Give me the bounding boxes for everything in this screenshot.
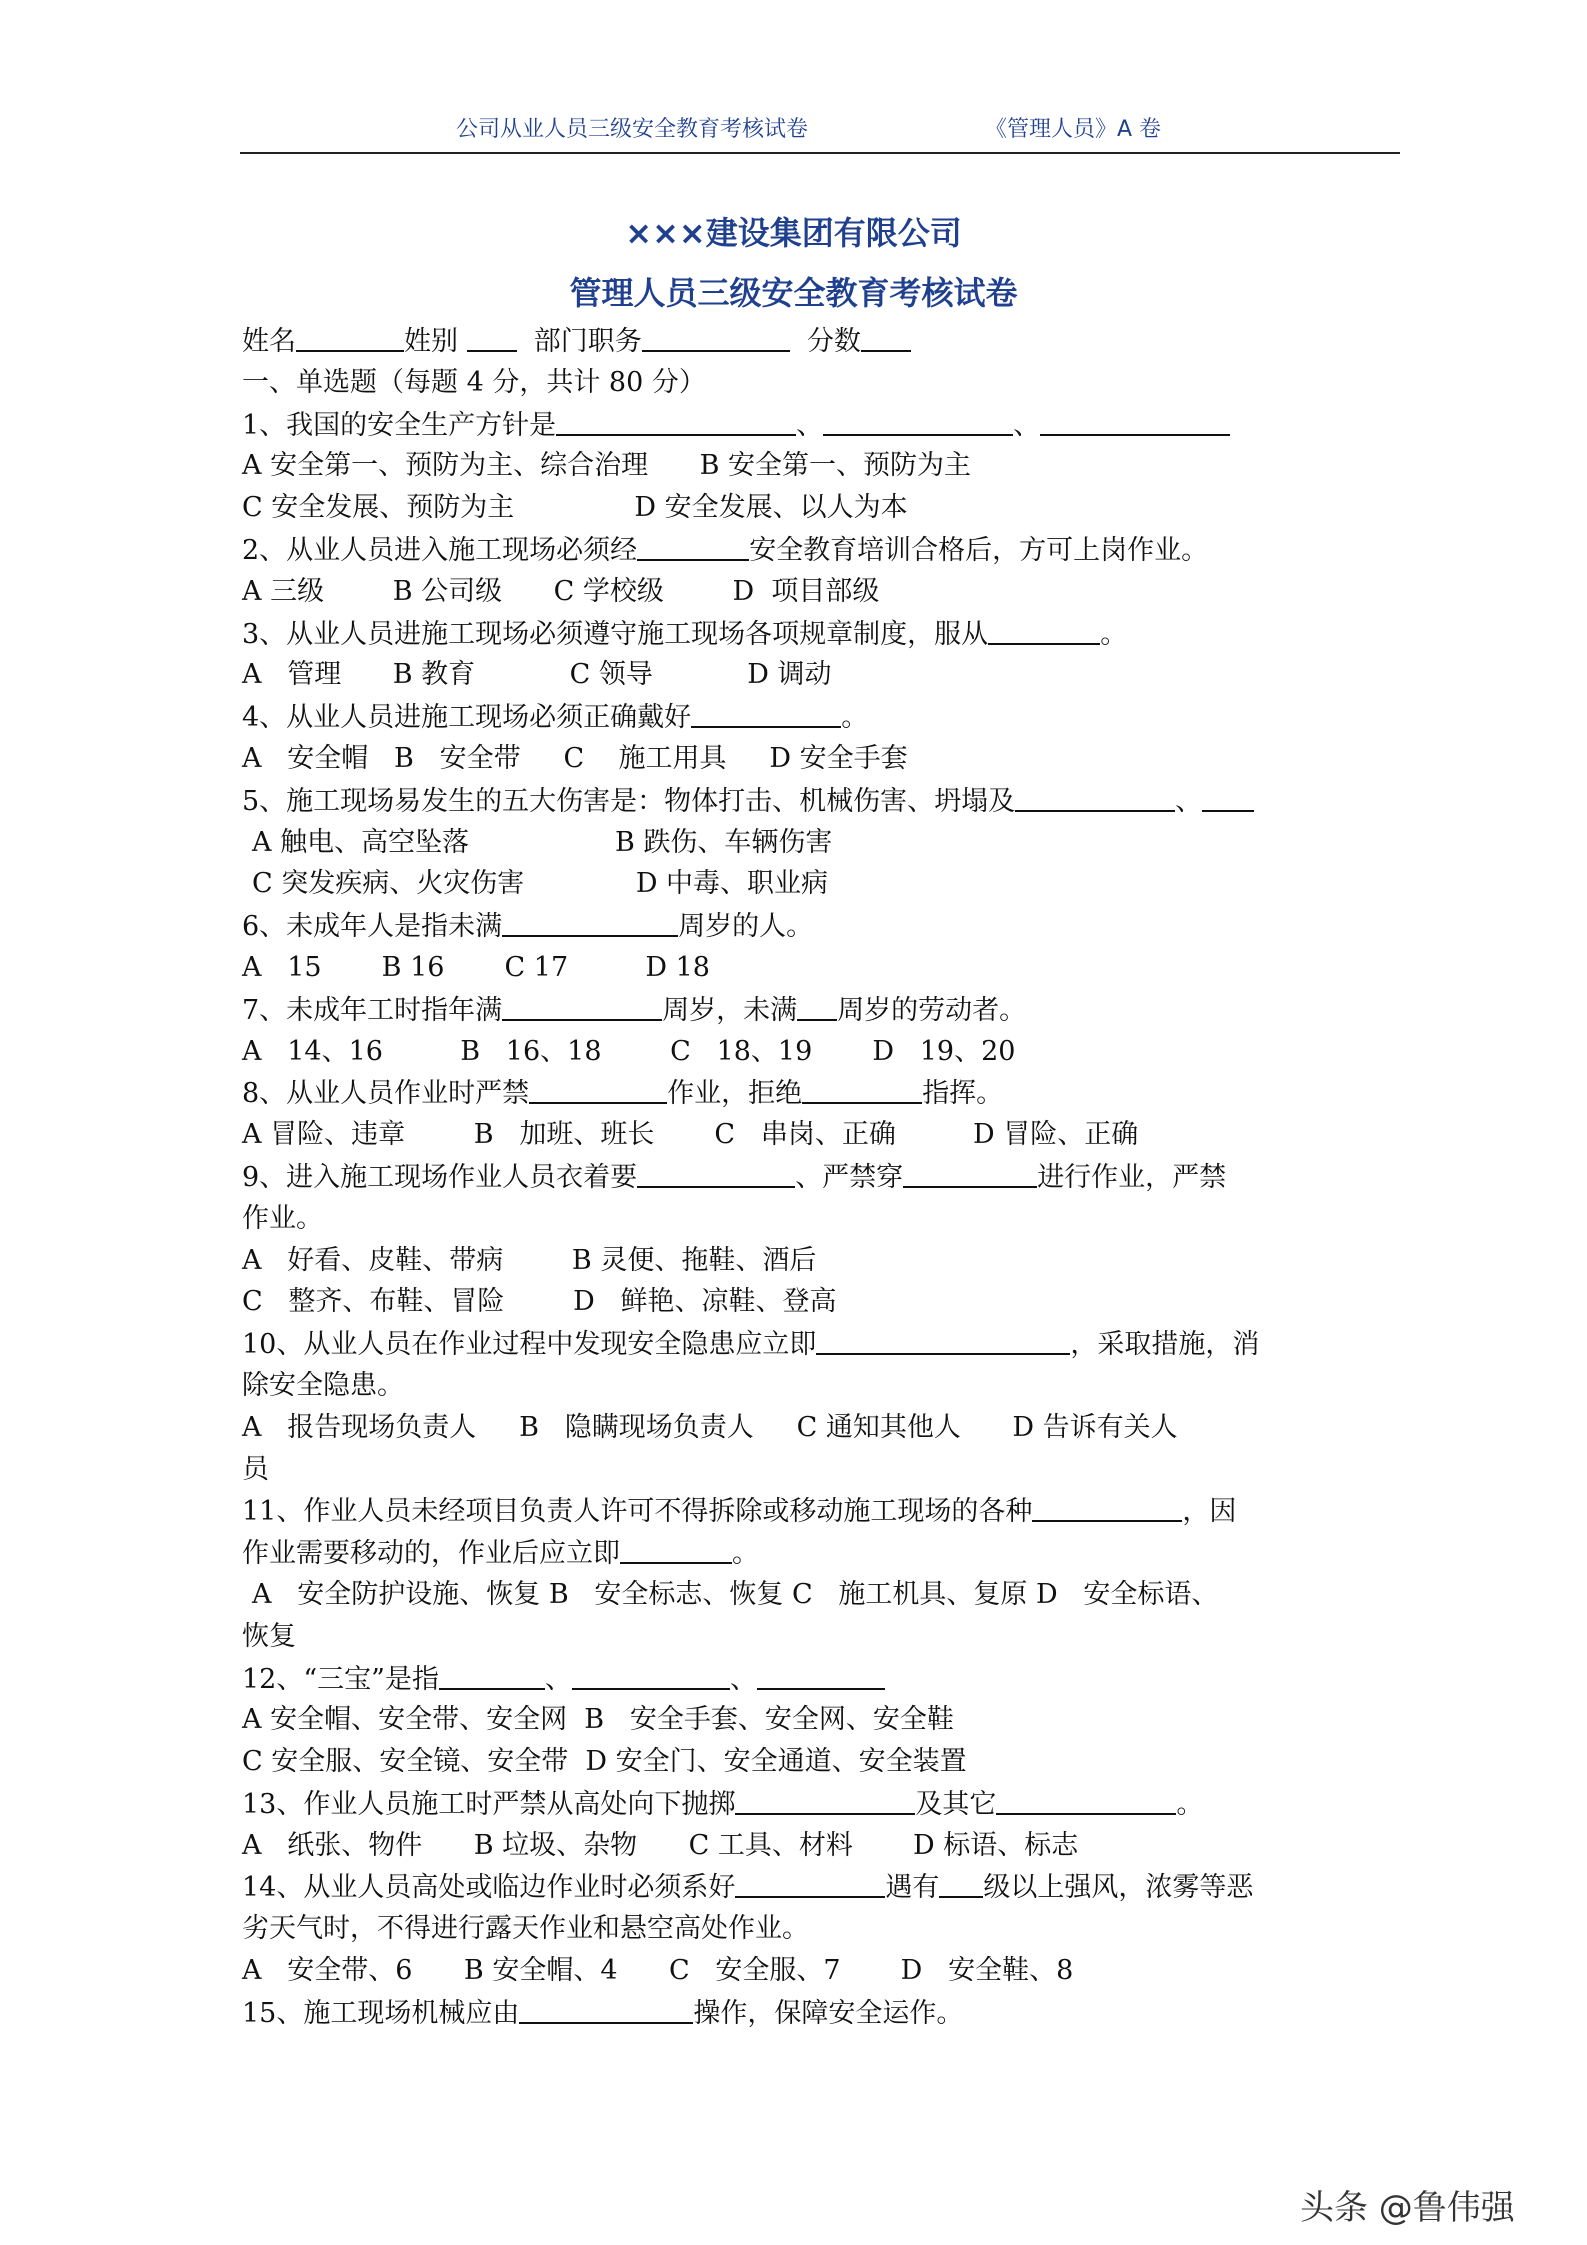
question-text: 遇有: [885, 1872, 940, 1904]
question-text: 5、施工现场易发生的五大伤害是：物体打击、机械伤害、坍塌及: [242, 785, 1016, 817]
options-line: [242, 487, 1402, 529]
answer-blank[interactable]: [637, 1156, 795, 1188]
question-text: 14、从业人员高处或临边作业时必须系好: [242, 1872, 736, 1904]
question-2: [242, 529, 1402, 571]
question-text: 作业，拒绝: [667, 1078, 803, 1110]
options-line: A 安全帽、安全带、安全网 B 安全手套、安全网、安全鞋: [242, 1704, 954, 1736]
question-text: 8、从业人员作业时严禁: [242, 1078, 530, 1110]
name-blank[interactable]: [296, 320, 404, 352]
question-14: [242, 1866, 1402, 1908]
answer-blank[interactable]: [903, 1156, 1037, 1188]
exam-body: [242, 320, 1402, 2034]
question-text: 级以上强风，浓雾等恶: [983, 1872, 1254, 1904]
question-text: 周岁，未满: [662, 994, 798, 1026]
answer-blank[interactable]: [1032, 1490, 1182, 1522]
options-line: A 安全防护设施、恢复 B 安全标志、恢复 C 施工机具、复原 D 安全标语、: [252, 1578, 1219, 1610]
options-line: A 报告现场负责人 B 隐瞒现场负责人 C 通知其他人 D 告诉有关人: [242, 1411, 1178, 1443]
question-text: 。: [1100, 618, 1128, 650]
options-line: A 三级 B 公司级 C 学校级 D 项目部级: [242, 575, 880, 607]
answer-blank[interactable]: [556, 404, 796, 436]
gender-label: 姓别: [404, 326, 458, 357]
answer-blank[interactable]: [996, 1783, 1176, 1815]
answer-blank[interactable]: [802, 1072, 922, 1104]
options-line: A 管理 B 教育 C 领导 D 调动: [242, 659, 832, 691]
options-line: A 触电、高空坠落 B 跌伤、车辆伤害: [252, 826, 833, 858]
answer-blank[interactable]: [735, 1866, 885, 1898]
question-text: 1、我国的安全生产方针是: [242, 409, 557, 441]
options-line: A 安全帽 B 安全带 C 施工用具 D 安全手套: [242, 742, 908, 774]
answer-blank[interactable]: [691, 696, 841, 728]
options-line: A 冒险、违章 B 加班、班长 C 串岗、正确 D 冒险、正确: [242, 1119, 1139, 1151]
question-text: 11、作业人员未经项目负责人许可不得拆除或移动施工现场的各种: [242, 1496, 1033, 1528]
dept-label: 部门职务: [533, 326, 642, 357]
question-text: 4、从业人员进施工现场必须正确戴好: [242, 702, 692, 734]
answer-blank[interactable]: [1202, 780, 1254, 812]
score-blank[interactable]: [861, 320, 911, 352]
question-text: 。: [841, 702, 869, 734]
separator: 、: [729, 1663, 757, 1695]
question-text: 指挥。: [922, 1078, 1004, 1110]
score-label: 分数: [806, 326, 861, 357]
question-7: [242, 989, 1402, 1031]
question-11: [242, 1490, 1402, 1532]
options-line: [242, 445, 1402, 487]
question-4: [242, 696, 1402, 738]
answer-blank[interactable]: [620, 1532, 732, 1564]
options-line: 恢复: [242, 1620, 296, 1652]
options-line: A 安全带、6 B 安全帽、4 C 安全服、7 D 安全鞋、8: [242, 1955, 1074, 1987]
question-text: 3、从业人员进施工现场必须遵守施工现场各项规章制度，服从: [242, 618, 989, 650]
answer-blank[interactable]: [797, 989, 837, 1021]
answer-blank[interactable]: [519, 1992, 693, 2024]
answer-blank[interactable]: [572, 1658, 730, 1690]
answer-blank[interactable]: [529, 1072, 667, 1104]
question-text: 作业需要移动的，作业后应立即: [242, 1538, 620, 1570]
options-line: C 整齐、布鞋、冒险 D 鲜艳、凉鞋、登高: [242, 1286, 837, 1318]
question-continuation: [242, 1532, 1402, 1574]
options-line: A 14、16 B 16、18 C 18、19 D 19、20: [242, 1035, 1016, 1067]
question-continuation: 除安全隐患。: [242, 1369, 404, 1401]
options-line: C 突发疾病、火灾伤害 D 中毒、职业病: [252, 868, 829, 900]
separator: 、: [1175, 785, 1203, 817]
question-text: 6、未成年人是指未满: [242, 911, 503, 943]
separator: 、: [544, 1663, 572, 1695]
question-13: [242, 1783, 1402, 1825]
answer-blank[interactable]: [439, 1658, 545, 1690]
question-9: [242, 1156, 1402, 1198]
option-text: B 安全第一、预防为主: [699, 450, 972, 482]
question-8: [242, 1072, 1402, 1114]
answer-blank[interactable]: [502, 905, 678, 937]
answer-blank[interactable]: [735, 1783, 915, 1815]
question-text: 。: [1176, 1788, 1204, 1820]
question-text: 周岁的劳动者。: [837, 994, 1027, 1026]
info-line: [242, 320, 1402, 362]
options-line: A 纸张、物件 B 垃圾、杂物 C 工具、材料 D 标语、标志: [242, 1829, 1079, 1861]
question-text: 。: [732, 1538, 759, 1570]
dept-blank[interactable]: [642, 320, 790, 352]
answer-blank[interactable]: [939, 1866, 983, 1898]
question-text: 13、作业人员施工时严禁从高处向下抛掷: [242, 1788, 736, 1820]
watermark: 头条 @鲁伟强: [1300, 2188, 1515, 2228]
options-line: 员: [242, 1453, 269, 1485]
answer-blank[interactable]: [988, 613, 1100, 645]
answer-blank[interactable]: [1015, 780, 1175, 812]
question-text: 7、未成年工时指年满: [242, 994, 503, 1026]
header-right-title: 《管理人员》A 卷: [985, 117, 1162, 142]
option-text: D 安全发展、以人为本: [634, 492, 908, 524]
question-text: 12、“三宝”是指: [242, 1663, 439, 1695]
question-12: [242, 1658, 1402, 1700]
question-continuation: 作业。: [242, 1202, 323, 1234]
question-text: 及其它: [915, 1788, 997, 1820]
question-5: [242, 780, 1402, 822]
name-label: 姓名: [242, 326, 296, 357]
answer-blank[interactable]: [816, 1323, 1070, 1355]
question-text: ，因: [1182, 1496, 1237, 1528]
page-header: [240, 108, 1400, 154]
question-text: 15、施工现场机械应由: [242, 1997, 520, 2029]
question-text: ，采取措施，消: [1070, 1329, 1260, 1361]
company-title: ×××建设集团有限公司: [625, 214, 962, 252]
exam-title: 管理人员三级安全教育考核试卷: [569, 274, 1018, 312]
answer-blank[interactable]: [637, 529, 749, 561]
question-text: 10、从业人员在作业过程中发现安全隐患应立即: [242, 1329, 817, 1361]
section-heading: 一、单选题（每题 4 分，共计 80 分）: [242, 366, 706, 398]
question-text: 操作，保障安全运作。: [693, 1997, 964, 2029]
question-3: [242, 613, 1402, 655]
option-text: A 安全第一、预防为主、综合治理: [242, 450, 649, 482]
answer-blank[interactable]: [757, 1658, 885, 1690]
answer-blank[interactable]: [502, 989, 662, 1021]
question-text: 9、进入施工现场作业人员衣着要: [242, 1161, 638, 1193]
question-text: 周岁的人。: [678, 911, 814, 943]
question-text: 安全教育培训合格后，方可上岗作业。: [749, 534, 1209, 566]
answer-blank[interactable]: [823, 404, 1013, 436]
separator: 、: [796, 409, 824, 441]
options-line: A 好看、皮鞋、带病 B 灵便、拖鞋、酒后: [242, 1244, 817, 1276]
question-text: 2、从业人员进入施工现场必须经: [242, 534, 638, 566]
question-text: 进行作业，严禁: [1037, 1161, 1227, 1193]
option-text: C 安全发展、预防为主: [242, 492, 515, 524]
question-15: [242, 1992, 1402, 2034]
question-text: 、严禁穿: [795, 1161, 904, 1193]
question-1: [242, 404, 1402, 446]
question-continuation: 劣天气时，不得进行露天作业和悬空高处作业。: [242, 1913, 809, 1945]
answer-blank[interactable]: [1040, 404, 1230, 436]
options-line: C 安全服、安全镜、安全带 D 安全门、安全通道、安全装置: [242, 1746, 967, 1778]
gender-blank[interactable]: [467, 320, 517, 352]
separator: 、: [1013, 409, 1041, 441]
header-left-title: 公司从业人员三级安全教育考核试卷: [456, 117, 809, 142]
options-line: A 15 B 16 C 17 D 18: [242, 951, 710, 983]
question-6: [242, 905, 1402, 947]
question-10: [242, 1323, 1402, 1365]
